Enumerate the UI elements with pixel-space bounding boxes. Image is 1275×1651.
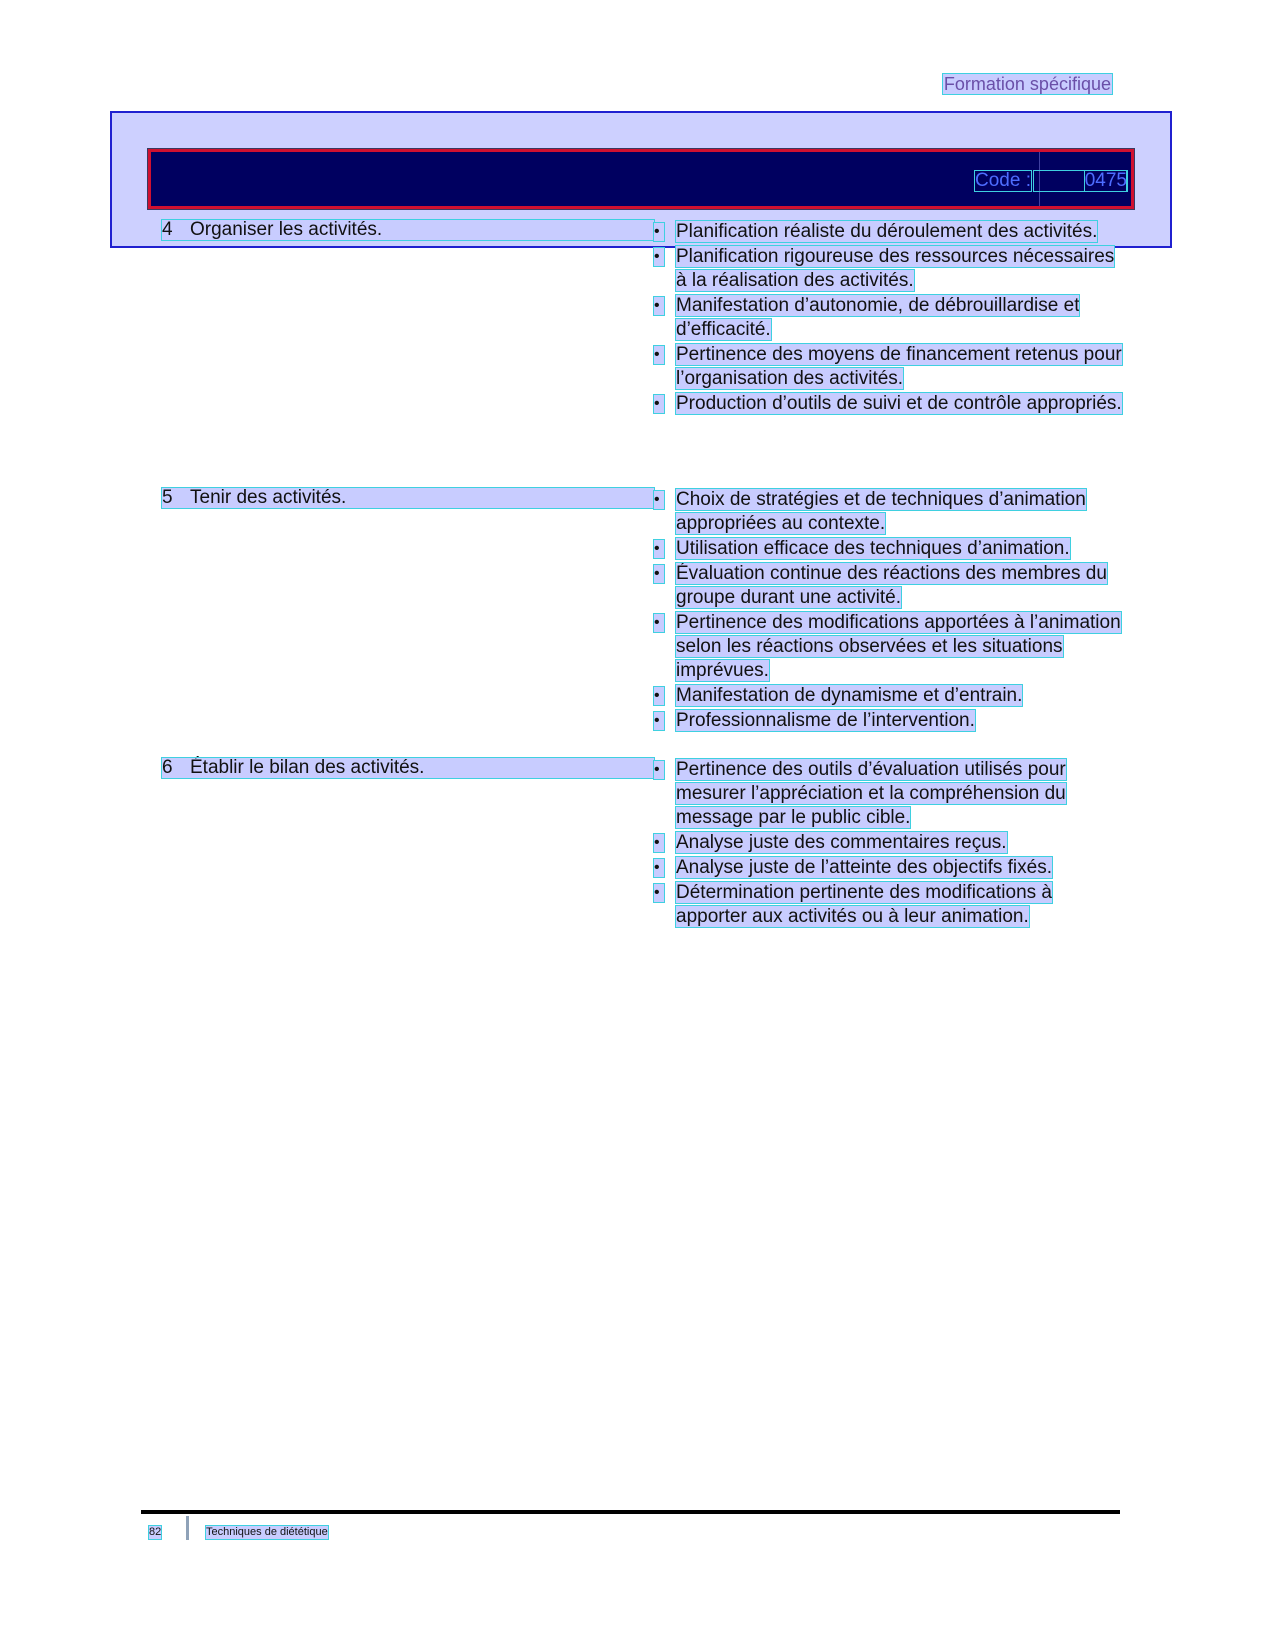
bullet-icon: • <box>654 346 664 364</box>
criterion-text: Détermination pertinente des modifications à apporter aux activités ou à leur animation. <box>676 882 1052 927</box>
criterion-text: Analyse juste des commentaires reçus. <box>676 832 1007 853</box>
footer-title: Techniques de diététique <box>206 1526 328 1538</box>
bullet-icon: • <box>654 223 664 241</box>
criterion-text: Choix de stratégies et de techniques d’animation appropriées au contexte. <box>676 489 1086 534</box>
criterion-text: Utilisation efficace des techniques d’animation. <box>676 538 1070 559</box>
criterion-text: Analyse juste de l’atteinte des objectifs fixés. <box>676 857 1052 878</box>
criterion-item <box>654 709 1124 733</box>
criterion-text: Évaluation continue des réactions des membres du groupe durant une activité. <box>676 563 1107 608</box>
criterion-item <box>654 881 1124 929</box>
criterion-text: Production d’outils de suivi et de contrôle appropriés. <box>676 393 1122 414</box>
criterion-item <box>654 245 1124 293</box>
criterion-item <box>654 611 1124 683</box>
bullet-icon: • <box>654 491 664 509</box>
bullet-icon: • <box>654 248 664 266</box>
criterion-text: Planification réaliste du déroulement des activités. <box>676 221 1098 242</box>
code-value: 0475 <box>1084 170 1127 191</box>
criterion-text: Pertinence des modifications apportées à l’animation selon les réactions observées et les situations imprévues. <box>676 612 1121 681</box>
footer-page-number: 82 <box>149 1526 162 1538</box>
criterion-item <box>654 562 1124 610</box>
code-label: Code : <box>975 170 1031 191</box>
code-bar <box>148 149 1134 209</box>
bullet-icon: • <box>654 712 664 730</box>
criterion-text: Pertinence des outils d’évaluation utilisés pour mesurer l’appréciation et la compréhension du message par le public cible. <box>676 759 1066 828</box>
bullet-icon: • <box>654 395 664 413</box>
element-number: 5 <box>162 487 173 508</box>
bullet-icon: • <box>654 614 664 632</box>
performance-criteria-list <box>654 758 1124 930</box>
bullet-icon: • <box>654 687 664 705</box>
performance-criteria-list <box>654 488 1124 734</box>
criterion-item <box>654 758 1124 830</box>
element-number: 6 <box>162 757 173 778</box>
criterion-item <box>654 392 1124 416</box>
element-text: Organiser les activités. <box>190 219 383 240</box>
bullet-icon: • <box>654 565 664 583</box>
criterion-item <box>654 856 1124 880</box>
criterion-item <box>654 684 1124 708</box>
criterion-item <box>654 294 1124 342</box>
criterion-text: Professionnalisme de l’intervention. <box>676 710 975 731</box>
bullet-icon: • <box>654 884 664 902</box>
criterion-text: Pertinence des moyens de financement retenus pour l’organisation des activités. <box>676 344 1122 389</box>
performance-criteria-list <box>654 220 1124 417</box>
criterion-item <box>654 537 1124 561</box>
element-of-competency <box>162 220 654 240</box>
running-header: Formation spécifique <box>943 74 1111 94</box>
criterion-item <box>654 488 1124 536</box>
element-of-competency <box>162 758 654 778</box>
criterion-text: Manifestation d’autonomie, de débrouillardise et d’efficacité. <box>676 295 1080 340</box>
element-of-competency <box>162 488 654 508</box>
footer-separator <box>186 1516 189 1540</box>
criterion-text: Manifestation de dynamisme et d’entrain. <box>676 685 1023 706</box>
criterion-item <box>654 343 1124 391</box>
element-text: Tenir des activités. <box>190 487 347 508</box>
bullet-icon: • <box>654 834 664 852</box>
footer-rule <box>141 1510 1120 1514</box>
bullet-icon: • <box>654 859 664 877</box>
criterion-text: Planification rigoureuse des ressources nécessaires à la réalisation des activités. <box>676 246 1115 291</box>
element-number: 4 <box>162 219 173 240</box>
bullet-icon: • <box>654 761 664 779</box>
bullet-icon: • <box>654 540 664 558</box>
element-text: Établir le bilan des activités. <box>190 757 425 778</box>
bullet-icon: • <box>654 297 664 315</box>
criterion-item <box>654 831 1124 855</box>
criterion-item <box>654 220 1124 244</box>
